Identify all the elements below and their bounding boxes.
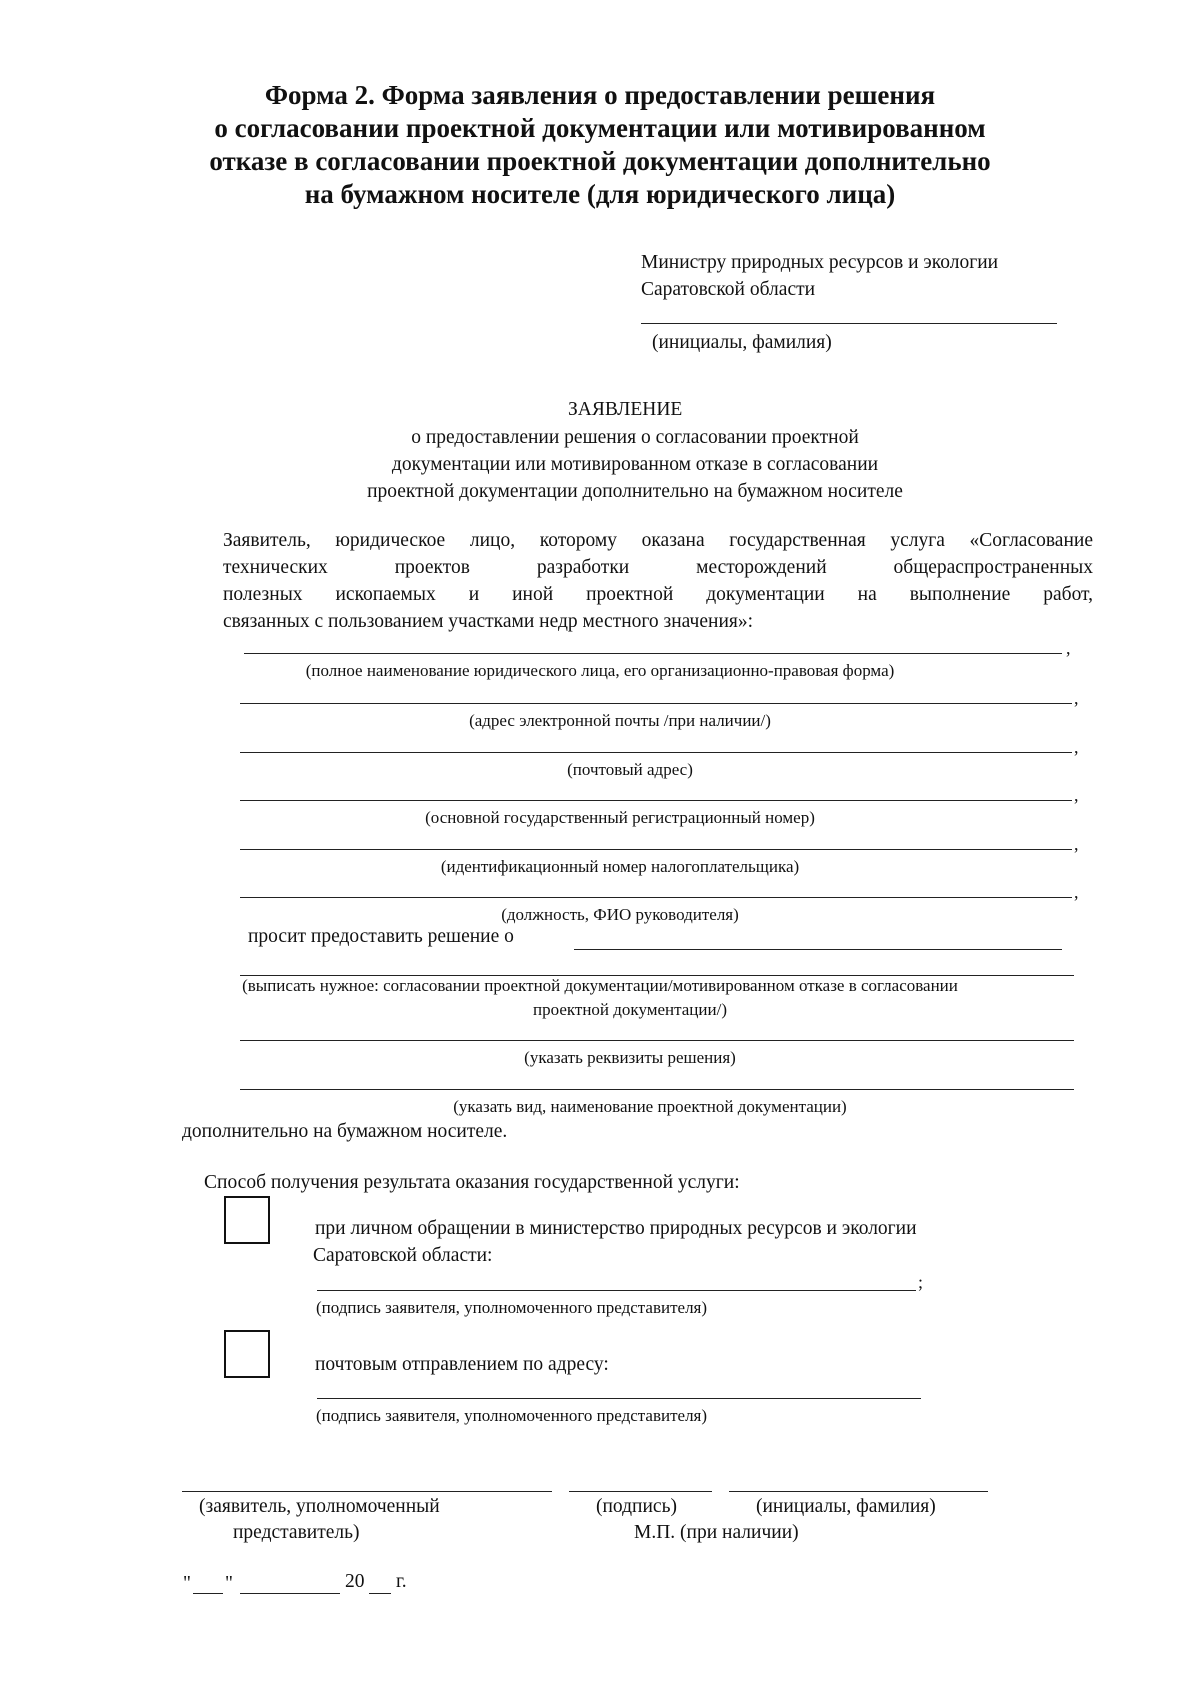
option-personal-semicolon: ; (918, 1272, 924, 1292)
statement-heading: ЗАЯВЛЕНИЕ (568, 399, 683, 420)
doc-type-caption: (указать вид, наименование проектной документации) (453, 1097, 847, 1116)
doc-type-line[interactable] (240, 1089, 1074, 1090)
addressee-line-1: Министру природных ресурсов и экологии (641, 252, 999, 273)
request-label: просит предоставить решение о (248, 926, 514, 947)
initials-line[interactable] (729, 1491, 988, 1492)
date-year-line[interactable] (369, 1593, 391, 1594)
director-caption: (должность, ФИО руководителя) (501, 905, 739, 924)
postal-address-caption: (почтовый адрес) (567, 760, 693, 779)
statement-sub-line-1: о предоставлении решения о согласовании проектной (411, 427, 859, 448)
email-caption: (адрес электронной почты /при наличии/) (469, 711, 771, 730)
director-line[interactable] (240, 897, 1072, 898)
delivery-heading: Способ получения результата оказания государственной услуги: (204, 1172, 740, 1193)
inn-comma: , (1074, 834, 1079, 854)
form-title-line-1: Форма 2. Форма заявления о предоставлении решения (264, 80, 936, 110)
ogrn-caption: (основной государственный регистрационный номер) (425, 808, 815, 827)
applicant-caption-line-1: (заявитель, уполномоченный (199, 1496, 440, 1517)
form-title-line-3: отказе в согласовании проектной документации дополнительно (209, 146, 991, 176)
addressee-name-line[interactable] (641, 323, 1057, 324)
choose-caption-line-1: (выписать нужное: согласовании проектной документации/мотивированном отказе в согласовании (242, 976, 958, 995)
date-year-prefix: 20 (345, 1571, 365, 1592)
email-line[interactable] (240, 703, 1072, 704)
form-title-line-4: на бумажном носителе (для юридического лица) (304, 179, 896, 209)
form-title-line-2: о согласовании проектной документации или мотивированном (214, 113, 986, 143)
date-close-quote: " (225, 1573, 233, 1594)
option-personal-checkbox[interactable] (224, 1196, 270, 1244)
addressee-caption: (инициалы, фамилия) (652, 332, 832, 353)
postal-address-line[interactable] (240, 752, 1072, 753)
option-personal-signature-line[interactable] (317, 1290, 916, 1291)
legal-name-caption: (полное наименование юридического лица, его организационно-правовая форма) (305, 661, 895, 680)
ogrn-line[interactable] (240, 800, 1072, 801)
addressee-line-2: Саратовской области (641, 279, 816, 300)
intro-line-4: связанных с пользованием участками недр местного значения»: (223, 611, 754, 632)
choose-caption-line-2: проектной документации/) (533, 1000, 727, 1019)
email-comma: , (1074, 688, 1079, 708)
closing-text: дополнительно на бумажном носителе. (182, 1121, 508, 1142)
signature-caption: (подпись) (596, 1496, 677, 1517)
intro-line-3: полезных ископаемых и иной проектной документации на выполнение работ, (223, 584, 1093, 605)
applicant-caption-line-2: представитель) (233, 1522, 360, 1543)
postal-address-comma: , (1074, 737, 1079, 757)
option-mail-checkbox[interactable] (224, 1330, 270, 1378)
option-personal-caption: (подпись заявителя, уполномоченного представителя) (316, 1298, 708, 1317)
director-comma: , (1074, 882, 1079, 902)
statement-sub-line-3: проектной документации дополнительно на бумажном носителе (367, 481, 903, 502)
intro-line-2: технических проектов разработки месторождений общераспространенных (223, 557, 1093, 578)
date-year-suffix: г. (396, 1571, 407, 1592)
option-personal-line-1: при личном обращении в министерство природных ресурсов и экологии (315, 1218, 917, 1239)
signature-line[interactable] (569, 1491, 712, 1492)
decision-details-line[interactable] (240, 1040, 1074, 1041)
option-personal-line-2: Саратовской области: (313, 1245, 493, 1266)
statement-sub-line-2: документации или мотивированном отказе в согласовании (391, 454, 879, 475)
date-open-quote: " (183, 1573, 191, 1594)
request-decision-line[interactable] (574, 949, 1062, 950)
option-mail-label: почтовым отправлением по адресу: (315, 1354, 609, 1375)
option-mail-address-line[interactable] (317, 1398, 921, 1399)
initials-caption: (инициалы, фамилия) (756, 1496, 936, 1517)
legal-name-comma: , (1066, 638, 1071, 658)
date-month-line[interactable] (240, 1593, 340, 1594)
decision-details-caption: (указать реквизиты решения) (524, 1048, 736, 1067)
ogrn-comma: , (1074, 785, 1079, 805)
inn-line[interactable] (240, 849, 1072, 850)
legal-name-line[interactable] (244, 653, 1062, 654)
intro-line-1: Заявитель, юридическое лицо, которому оказана государственная услуга «Согласование (223, 530, 1093, 551)
inn-caption: (идентификационный номер налогоплательщика) (440, 857, 800, 876)
stamp-caption: М.П. (при наличии) (634, 1522, 799, 1543)
applicant-line[interactable] (182, 1491, 552, 1492)
option-mail-caption: (подпись заявителя, уполномоченного представителя) (316, 1406, 708, 1425)
date-day-line[interactable] (193, 1593, 223, 1594)
